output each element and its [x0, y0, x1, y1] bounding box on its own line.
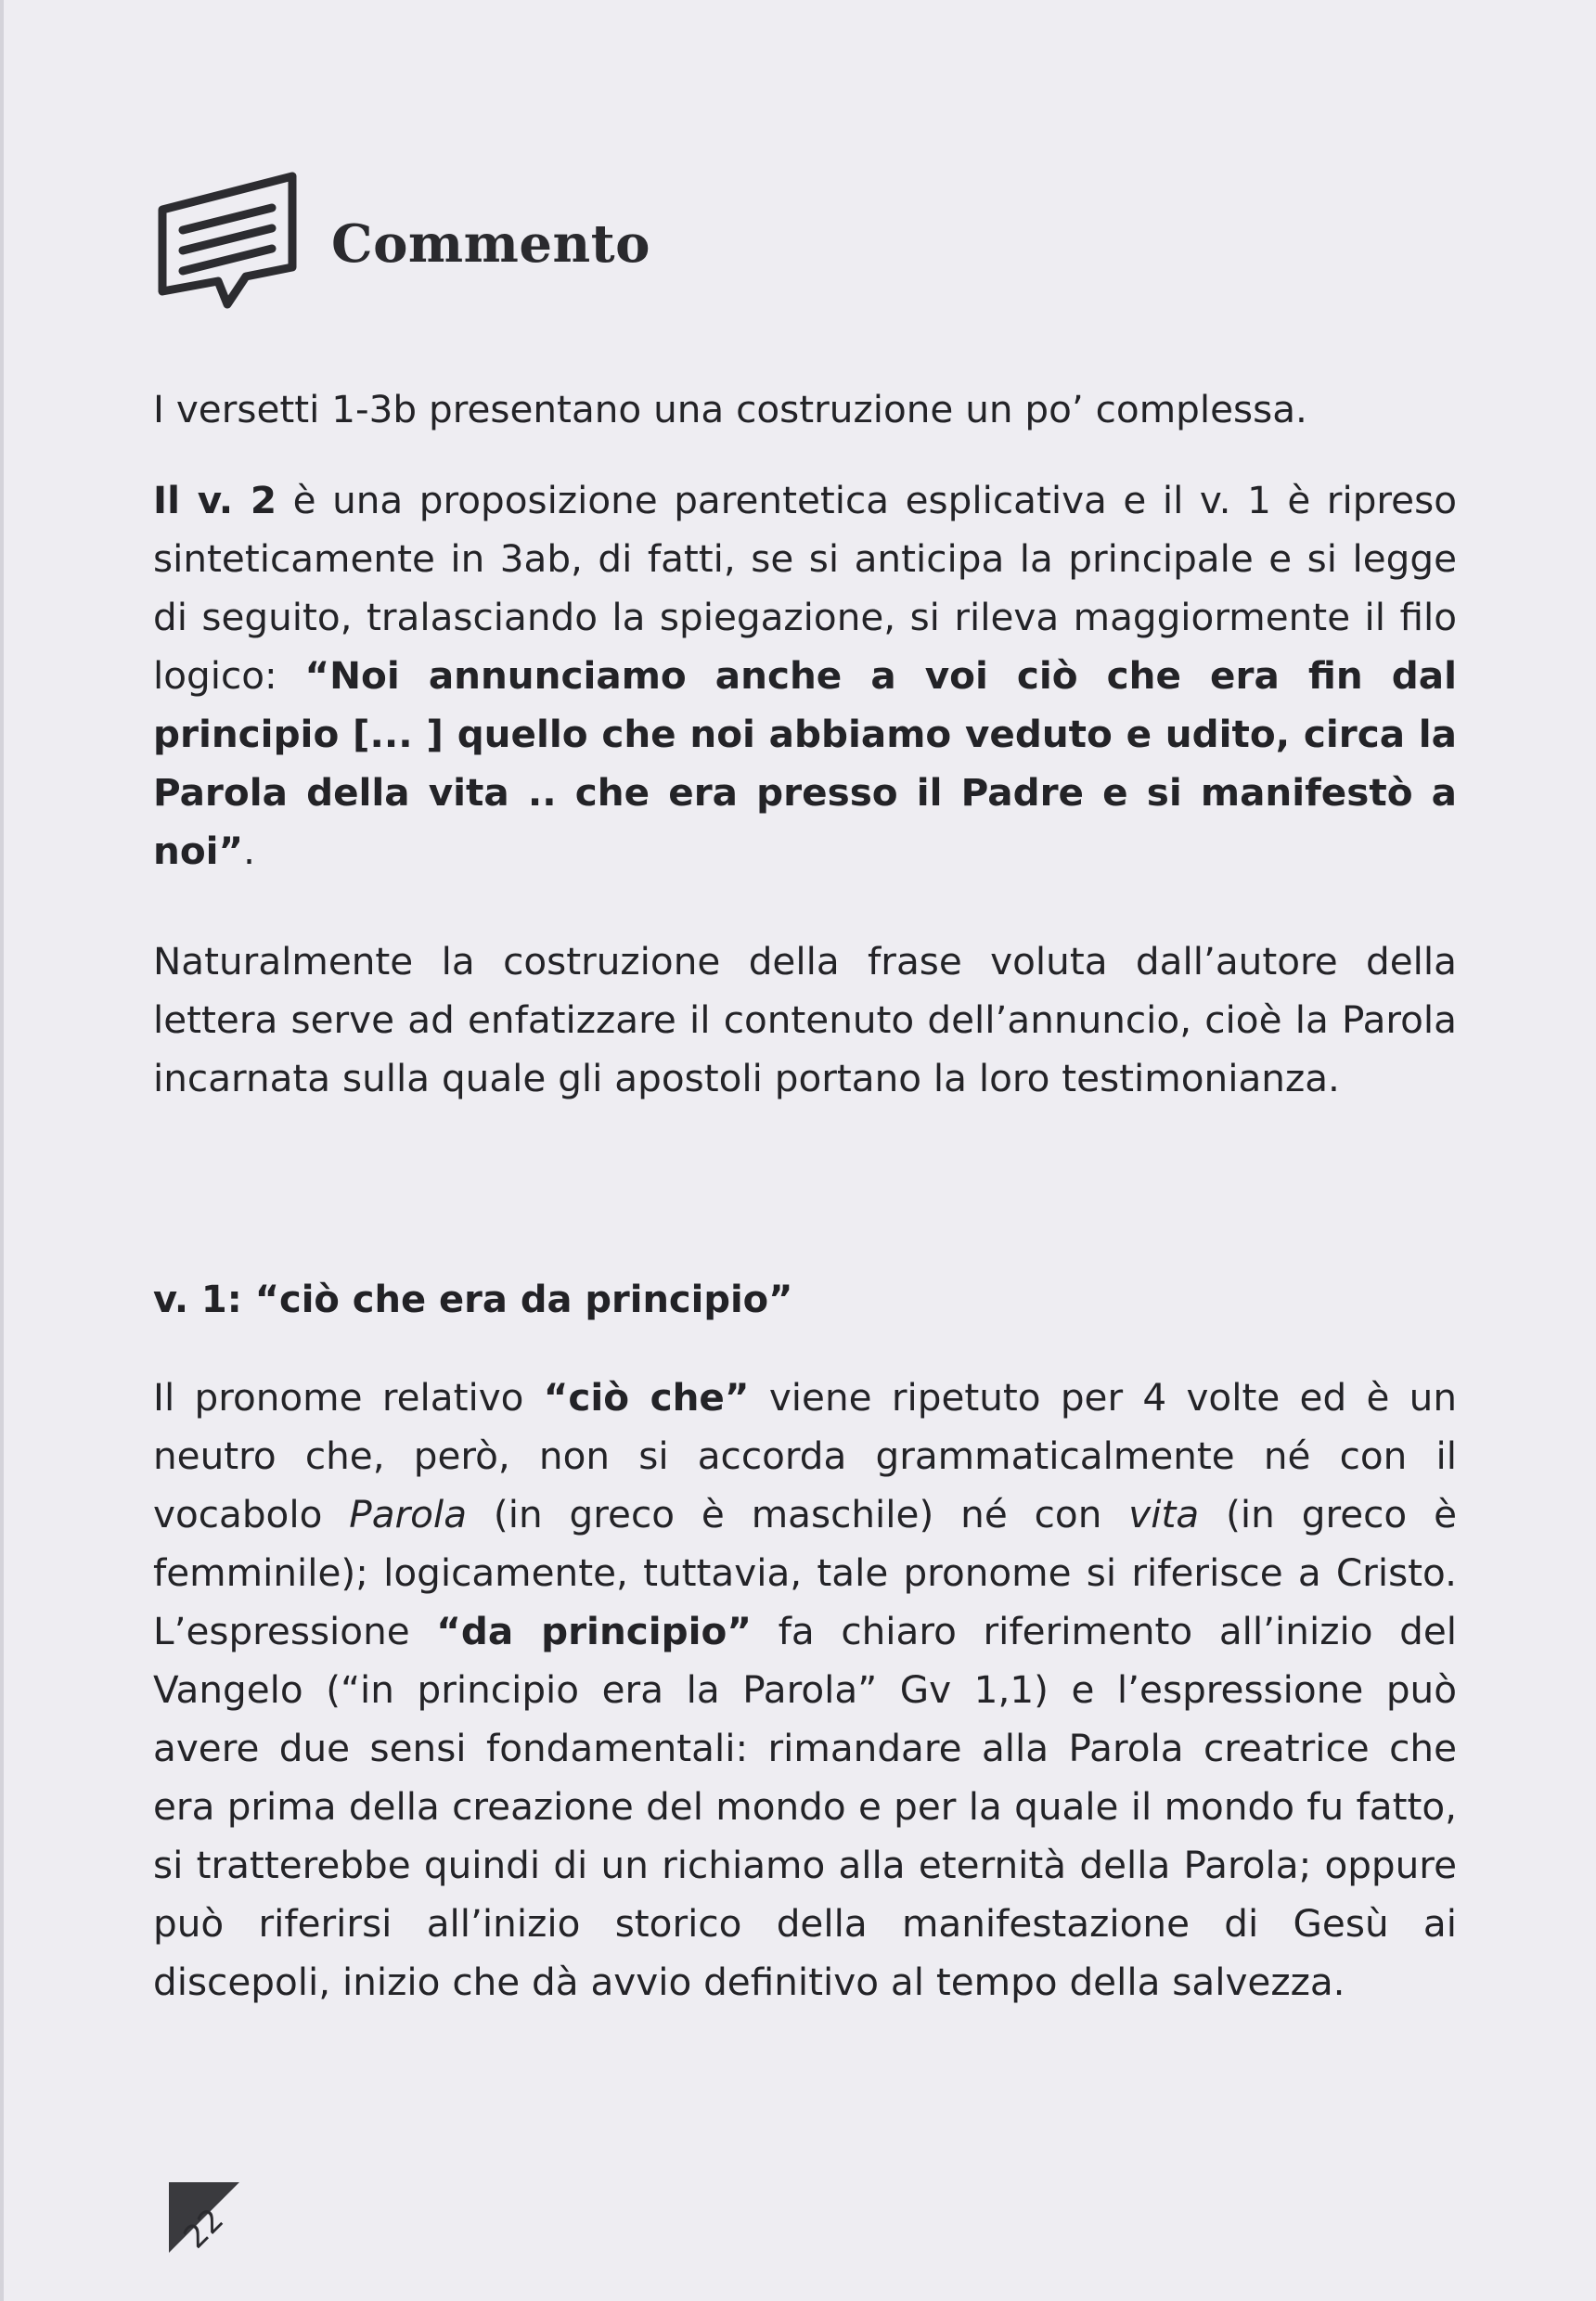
paragraph-4-block — [153, 1369, 1457, 2012]
p4-i: fa chiaro riferimento all’inizio del Vangelo (“in principio era la Parola” Gv 1,1) e l’espressione può avere due sensi fondamentali: rimandare alla Parola creatrice che era prima della creazione del mondo e per la quale il mondo fu fatto, si tratterebbe quindi di un richiamo alla eternità della Parola; oppure può riferirsi all’inizio storico della manifestazione di Gesù ai discepoli, inizio che dà avvio definitivo al tempo della salvezza. — [153, 1609, 1457, 2004]
paragraph-2 — [153, 471, 1457, 881]
p4-c: viene ripetuto per 4 volte ed è un neutro che, però, non si accorda grammaticalmente né con il vocabolo — [153, 1375, 1457, 1536]
speech-bubble-lines-icon — [153, 165, 320, 323]
paragraph-4 — [153, 1369, 1457, 2012]
paragraph-2-text: è una proposizione parentetica esplicativa e il v. 1 è ripreso sinteticamente in 3ab, di fatti, se si anticipa la principale e si legge di seguito, tralasciando la spiegazione, si rileva maggiormente il filo logico: — [153, 478, 1457, 698]
section-title: Commento — [331, 213, 650, 275]
page-edge — [0, 0, 4, 2301]
subheading-block — [153, 1271, 1457, 1330]
verse-ref: Il v. 2 — [153, 478, 277, 522]
p4-italic-2: vita — [1128, 1492, 1200, 1536]
bold-quote: “Noi annunciamo anche a voi ciò che era fin dal principio [... ] quello che noi abbiamo veduto e udito, circa la Parola della vita .. che era presso il Padre e si manifestò a noi” — [153, 653, 1457, 873]
p4-g: (in greco è femminile); logicamente, tuttavia, tale pronome si riferisce a Cristo. L’espressione — [153, 1492, 1457, 1653]
subheading: v. 1: “ciò che era da principio” — [153, 1279, 793, 1321]
paragraph-2-block — [153, 471, 1457, 881]
paragraph-3: Naturalmente la costruzione della frase voluta dall’autore della lettera serve ad enfatizzare il contenuto dell’annuncio, cioè la Parola incarnata sulla quale gli apostoli portano la loro testimonianza. — [153, 939, 1457, 1100]
p4-bold-1: “ciò che” — [543, 1375, 750, 1420]
p4-bold-2: “da principio” — [436, 1609, 752, 1653]
paragraph-2-end: . — [243, 829, 256, 873]
page-number: 22 — [176, 2201, 232, 2256]
p4-e: (in greco è maschile) né con — [467, 1492, 1129, 1536]
p4-a: Il pronome relativo — [153, 1375, 544, 1420]
paragraph-intro — [153, 380, 1457, 439]
paragraph-3-block — [153, 932, 1457, 1108]
section-header — [153, 165, 650, 323]
paragraph-1: I versetti 1-3b presentano una costruzione un po’ complessa. — [153, 387, 1307, 431]
p4-italic-1: Parola — [349, 1492, 468, 1536]
